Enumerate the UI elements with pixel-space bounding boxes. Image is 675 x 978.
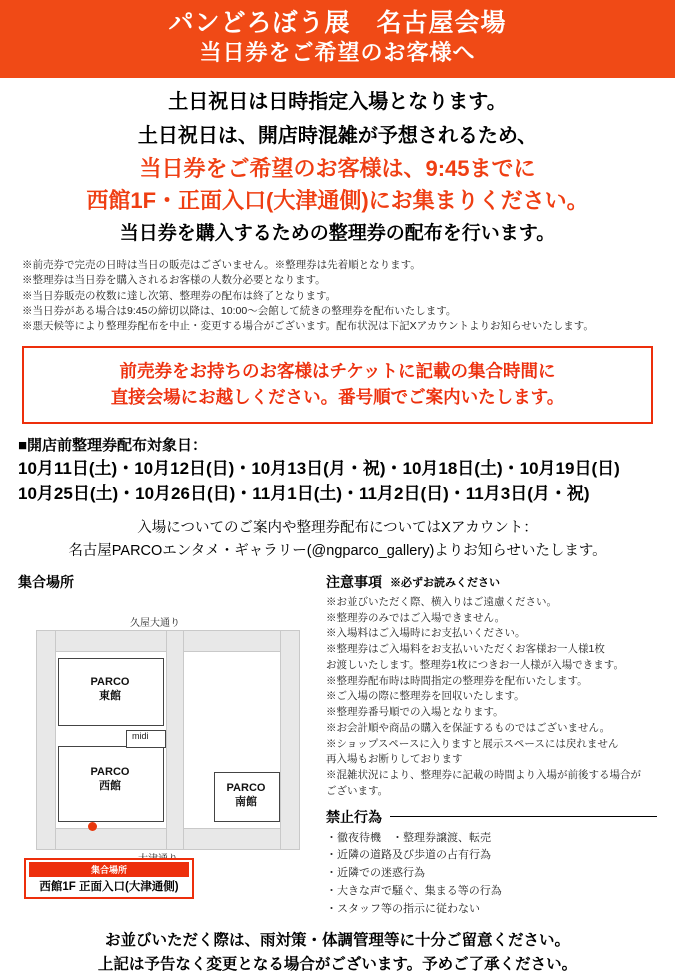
prohibited-list xyxy=(326,830,657,919)
callout-badge: 集合場所 xyxy=(29,862,189,877)
header-banner xyxy=(0,0,675,78)
building-east-line1: PARCO xyxy=(90,675,130,688)
venue-map xyxy=(18,596,314,893)
callout-text: 西館1F 正面入口(大津通側) xyxy=(39,880,179,893)
note-item: ※当日券がある場合は9:45の締切以降は、10:00〜会館して続きの整理券を配布いたします。 xyxy=(22,304,457,317)
prohibited-divider xyxy=(390,816,657,817)
intro-line-5: 当日券を購入するための整理券の配布を行います。 xyxy=(119,222,556,244)
banner-title: パンどろぼう展 名古屋会場 xyxy=(168,9,507,37)
advance-ticket-notice-box xyxy=(22,346,653,424)
intro-line-4: 西館1F・正面入口(大津通側)にお集まりください。 xyxy=(86,187,589,213)
cautions-column xyxy=(314,572,657,919)
caution-item: ※ショップスペースに入りますと展示スペースには戻れません xyxy=(326,737,619,750)
caution-item: ※ご入場の際に整理券を回収いたします。 xyxy=(326,690,525,703)
road-vertical-right xyxy=(280,630,300,850)
building-label-south xyxy=(218,782,274,810)
prohibited-item: ・スタッフ等の指示に従わない xyxy=(326,902,480,915)
road-vertical-mid xyxy=(166,630,184,850)
note-item: ※前売券で完売の日時は当日の販売はございません。※整理券は先着順となります。 xyxy=(22,259,421,272)
map-column xyxy=(18,572,314,919)
caution-item: ※入場料はご入場時にお支払いください。 xyxy=(326,627,526,640)
cautions-title: 注意事項 xyxy=(326,573,382,590)
building-west-line2: 西館 xyxy=(99,779,121,792)
prohibited-item: ・大きな声で騒ぐ、集まる等の行為 xyxy=(326,885,502,898)
intro-line-2: 土日祝日は、開店時混雑が予想されるため、 xyxy=(137,124,538,147)
meeting-point-marker xyxy=(88,822,97,831)
building-east-line2: 東館 xyxy=(99,689,121,702)
cautions-subtitle: ※必ずお読みください xyxy=(390,576,500,589)
prohibited-item: ・近隣での迷惑行為 xyxy=(326,867,425,880)
caution-item: ※お会計順や商品の購入を保証するものではございません。 xyxy=(326,721,611,734)
prohibited-item: ・徹夜待機 ・整理券譲渡、転売 xyxy=(326,831,491,844)
notes-list xyxy=(22,258,653,334)
caution-item: お渡しいたします。整理券1枚につきお一人様が入場できます。 xyxy=(326,658,624,671)
caution-item: ※整理券番号順での入場となります。 xyxy=(326,706,504,719)
cautions-header xyxy=(326,572,657,592)
distribution-dates-row-1: 10月11日(土)・10月12日(日)・10月13日(月・祝)・10月18日(土)・10月19日(日) xyxy=(18,459,620,479)
intro-line-1: 土日祝日は日時指定入場となります。 xyxy=(168,90,507,113)
caution-item: ございます。 xyxy=(326,784,389,797)
note-item: ※当日券販売の枚数に達し次第、整理券の配布は終了となります。 xyxy=(22,289,337,302)
x-account-info xyxy=(0,517,675,563)
meeting-point-callout xyxy=(24,858,194,899)
map-title: 集合場所 xyxy=(18,573,74,590)
building-west-line1: PARCO xyxy=(90,765,130,778)
caution-item: ※整理券はご入場料をお支払いいただくお客様お一人様1枚 xyxy=(326,643,605,656)
prohibited-header xyxy=(326,807,657,827)
caution-item: ※整理券のみではご入場できません。 xyxy=(326,611,506,624)
road-vertical-left xyxy=(36,630,56,850)
x-account-line-2: 名古屋PARCOエンタメ・ギャラリー(@ngparco_gallery)よりお知らせいたします。 xyxy=(68,542,607,559)
prohibited-title: 禁止行為 xyxy=(326,808,382,825)
distribution-dates-block xyxy=(18,435,657,507)
distribution-dates-heading: ■開店前整理券配布対象日： xyxy=(18,436,208,454)
footer-line-1: お並びいただく際は、雨対策・体調管理等に十分ご留意ください。 xyxy=(104,931,570,949)
banner-subtitle: 当日券をご希望のお客様へ xyxy=(199,40,476,66)
distribution-dates-row-2: 10月25日(土)・10月26日(日)・11月1日(土)・11月2日(日)・11月3日(月・祝) xyxy=(18,483,590,503)
x-account-line-1: 入場についてのご案内や整理券配布についてはXアカウント： xyxy=(137,519,538,536)
caution-item: 再入場もお断りしております xyxy=(326,753,463,766)
building-south-line2: 南館 xyxy=(235,795,257,808)
cautions-list xyxy=(326,595,657,800)
building-label-east xyxy=(74,676,146,704)
building-south-line1: PARCO xyxy=(226,781,266,794)
note-item: ※整理券は当日券を購入されるお客様の人数分必要となります。 xyxy=(22,274,326,287)
caution-item: ※混雑状況により、整理券に記載の時間より入場が前後する場合が xyxy=(326,769,641,782)
note-item: ※悪天候等により整理券配布を中止・変更する場合がございます。配布状況は下記Xアカウントよりお知らせいたします。 xyxy=(22,320,594,332)
building-label-midi: midi xyxy=(132,730,149,741)
road-label-kuyaodori: 久屋大通り xyxy=(130,617,180,629)
caution-item: ※お並びいただく際、横入りはご遠慮ください。 xyxy=(326,595,557,608)
caution-item: ※整理券配布時は時間指定の整理券を配布いたします。 xyxy=(326,674,588,687)
lower-section xyxy=(18,572,657,919)
intro-line-3: 当日券をご希望のお客様は、9:45までに xyxy=(139,155,536,181)
footer-line-2: 上記は予告なく変更となる場合がございます。予めご了承ください。 xyxy=(97,956,578,974)
advance-notice-line-2: 直接会場にお越しください。番号順でご案内いたします。 xyxy=(110,387,565,408)
prohibited-item: ・近隣の道路及び歩道の占有行為 xyxy=(326,849,491,862)
building-label-west xyxy=(70,766,150,794)
footer-block xyxy=(0,929,675,978)
advance-notice-line-1: 前売券をお持ちのお客様はチケットに記載の集合時間に xyxy=(119,361,556,382)
intro-block xyxy=(0,87,675,248)
